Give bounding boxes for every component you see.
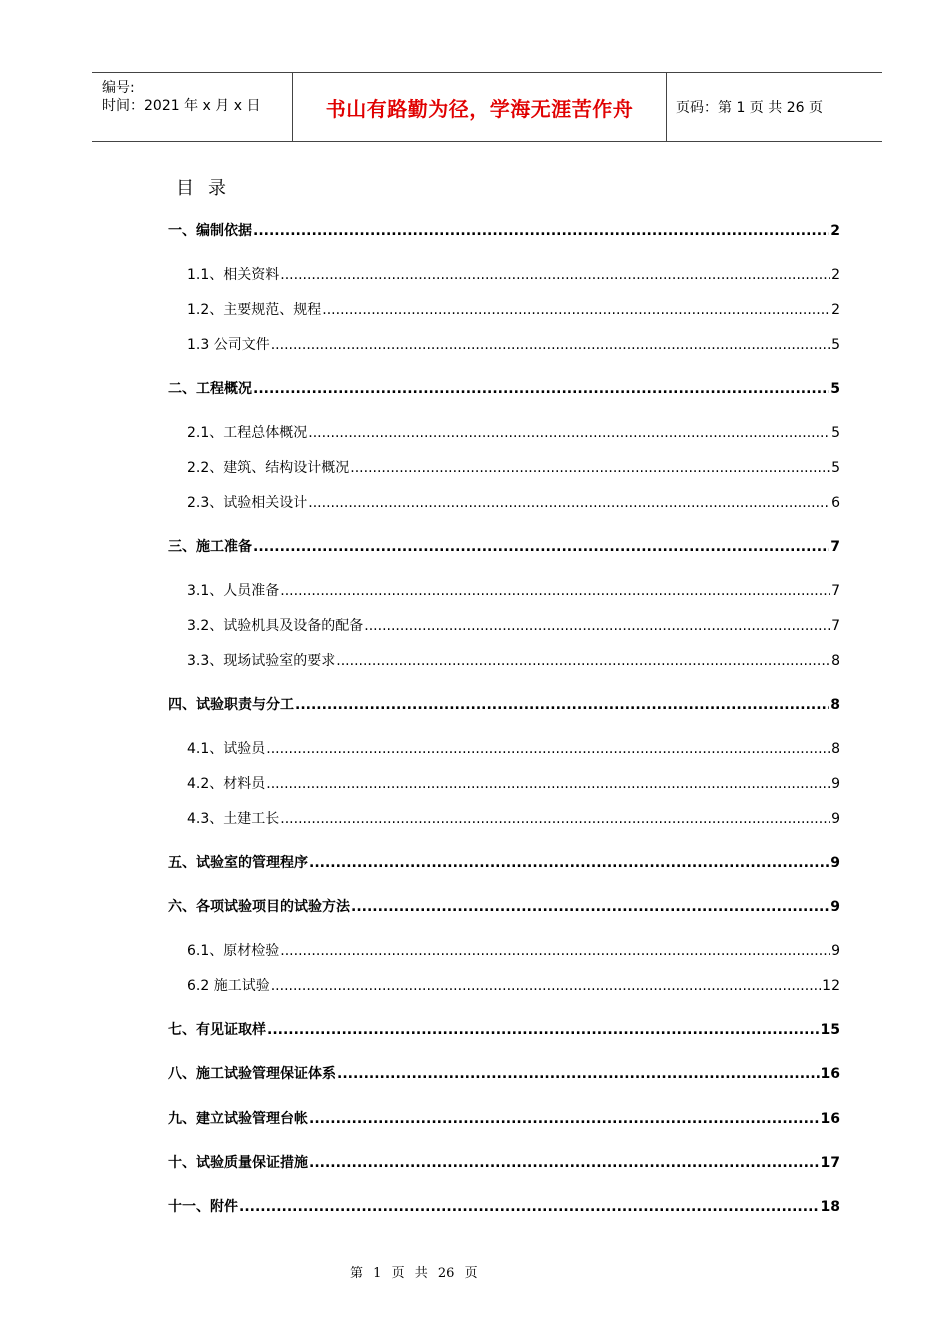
toc-leader-dots <box>309 1108 820 1130</box>
toc-entry-label: 2.1、工程总体概况 <box>187 425 308 441</box>
toc-section-entry[interactable] <box>168 694 840 716</box>
toc-entry-page: 7 <box>831 583 840 599</box>
toc-entry-page: 18 <box>820 1199 840 1215</box>
toc-subsection-entry[interactable] <box>187 773 840 795</box>
footer-text: 页 <box>391 1266 405 1281</box>
toc-entry-label: 七、有见证取样 <box>168 1022 266 1038</box>
document-time-label: 时间：2021 年 x 月 x 日 <box>102 98 261 114</box>
toc-entry-page: 15 <box>820 1022 840 1038</box>
toc-section-entry[interactable] <box>168 378 840 400</box>
toc-subsection-entry[interactable] <box>187 940 840 962</box>
toc-entry-page: 8 <box>831 741 840 757</box>
toc-entry-page: 17 <box>820 1155 840 1171</box>
toc-leader-dots <box>308 422 830 444</box>
toc-leader-dots <box>266 738 830 760</box>
document-code-label: 编号: <box>102 80 135 96</box>
toc-entry-label: 3.2、试验机具及设备的配备 <box>187 618 364 634</box>
toc-entry-label: 十、试验质量保证措施 <box>168 1155 308 1171</box>
toc-entry-page: 7 <box>830 539 840 555</box>
toc-entry-label: 3.1、人员准备 <box>187 583 280 599</box>
toc-leader-dots <box>280 580 830 602</box>
toc-entry-label: 1.2、主要规范、规程 <box>187 302 322 318</box>
toc-entry-label: 6.1、原材检验 <box>187 943 280 959</box>
toc-entry-label: 三、施工准备 <box>168 539 252 555</box>
toc-leader-dots <box>280 264 830 286</box>
toc-entry-label: 九、建立试验管理台帐 <box>168 1111 308 1127</box>
toc-entry-page: 7 <box>831 618 840 634</box>
header-page-info: 页码：第 1 页 共 26 页 <box>676 100 823 116</box>
toc-entry-label: 2.2、建筑、结构设计概况 <box>187 460 350 476</box>
toc-leader-dots <box>266 773 830 795</box>
toc-entry-label: 十一、附件 <box>168 1199 238 1215</box>
toc-entry-page: 12 <box>822 978 840 994</box>
toc-entry-page: 9 <box>831 776 840 792</box>
toc-section-entry[interactable] <box>168 1108 840 1130</box>
toc-entry-label: 1.3 公司文件 <box>187 337 270 353</box>
toc-subsection-entry[interactable] <box>187 334 840 356</box>
toc-leader-dots <box>350 457 830 479</box>
toc-entry-page: 2 <box>831 267 840 283</box>
toc-leader-dots <box>337 1063 820 1085</box>
toc-subsection-entry[interactable] <box>187 422 840 444</box>
toc-leader-dots <box>267 1019 820 1041</box>
toc-section-entry[interactable] <box>168 536 840 558</box>
toc-entry-label: 二、工程概况 <box>168 381 252 397</box>
toc-entry-label: 四、试验职责与分工 <box>168 697 294 713</box>
toc-subsection-entry[interactable] <box>187 738 840 760</box>
toc-leader-dots <box>309 1152 820 1174</box>
toc-subsection-entry[interactable] <box>187 580 840 602</box>
toc-section-entry[interactable] <box>168 220 840 242</box>
toc-subsection-entry[interactable] <box>187 808 840 830</box>
toc-entry-label: 4.3、土建工长 <box>187 811 280 827</box>
toc-subsection-entry[interactable] <box>187 615 840 637</box>
toc-section-entry[interactable] <box>168 896 840 918</box>
toc-entry-label: 五、试验室的管理程序 <box>168 855 308 871</box>
toc-entry-page: 9 <box>831 811 840 827</box>
toc-leader-dots <box>322 299 830 321</box>
toc-section-entry[interactable] <box>168 1196 840 1218</box>
toc-entry-label: 6.2 施工试验 <box>187 978 270 994</box>
toc-entry-page: 16 <box>820 1066 840 1082</box>
toc-leader-dots <box>253 220 829 242</box>
toc-section-entry[interactable] <box>168 1063 840 1085</box>
toc-leader-dots <box>253 378 829 400</box>
toc-entry-page: 5 <box>831 425 840 441</box>
toc-leader-dots <box>364 615 830 637</box>
toc-leader-dots <box>308 492 830 514</box>
motto-text: 书山有路勤为径，学海无涯苦作舟 <box>325 96 634 121</box>
footer-text: 页 <box>464 1266 478 1281</box>
toc-leader-dots <box>271 334 830 356</box>
toc-section-entry[interactable] <box>168 1019 840 1041</box>
toc-entry-page: 8 <box>830 697 840 713</box>
toc-entry-label: 2.3、试验相关设计 <box>187 495 308 511</box>
toc-entry-page: 8 <box>831 653 840 669</box>
footer-text: 第 <box>350 1266 364 1281</box>
toc-subsection-entry[interactable] <box>187 299 840 321</box>
toc-entry-page: 5 <box>831 337 840 353</box>
toc-entry-label: 一、编制依据 <box>168 223 252 239</box>
toc-subsection-entry[interactable] <box>187 457 840 479</box>
toc-leader-dots <box>239 1196 820 1218</box>
toc-entry-label: 4.2、材料员 <box>187 776 266 792</box>
header-left-cell <box>92 73 292 141</box>
header-motto-cell <box>292 73 667 141</box>
toc-leader-dots <box>280 808 830 830</box>
toc-entry-label: 八、施工试验管理保证体系 <box>168 1066 336 1082</box>
footer-page-number: 1 <box>373 1266 382 1281</box>
header-page-cell <box>666 73 882 141</box>
toc-subsection-entry[interactable] <box>187 650 840 672</box>
toc-entry-page: 9 <box>830 899 840 915</box>
toc-entry-label: 六、各项试验项目的试验方法 <box>168 899 350 915</box>
toc-entry-page: 5 <box>830 381 840 397</box>
toc-leader-dots <box>295 694 829 716</box>
footer-total-pages: 26 <box>437 1266 455 1281</box>
footer-text: 共 <box>414 1266 428 1281</box>
toc-entry-label: 4.1、试验员 <box>187 741 266 757</box>
toc-entry-page: 6 <box>831 495 840 511</box>
page-footer <box>0 1262 950 1281</box>
toc-entry-page: 9 <box>831 943 840 959</box>
toc-title: 目录 <box>176 178 240 199</box>
toc-subsection-entry[interactable] <box>187 975 840 997</box>
toc-leader-dots <box>280 940 830 962</box>
toc-entry-label: 3.3、现场试验室的要求 <box>187 653 336 669</box>
toc-entry-page: 2 <box>830 223 840 239</box>
toc-subsection-entry[interactable] <box>187 492 840 514</box>
toc-section-entry[interactable] <box>168 852 840 874</box>
toc-leader-dots <box>253 536 829 558</box>
toc-leader-dots <box>271 975 821 997</box>
toc-entry-page: 16 <box>820 1111 840 1127</box>
toc-section-entry[interactable] <box>168 1152 840 1174</box>
toc-entry-page: 5 <box>831 460 840 476</box>
toc-leader-dots <box>351 896 829 918</box>
toc-entry-page: 2 <box>831 302 840 318</box>
page-header <box>92 72 882 142</box>
toc-entry-page: 9 <box>830 855 840 871</box>
toc-subsection-entry[interactable] <box>187 264 840 286</box>
toc-leader-dots <box>309 852 829 874</box>
toc-entry-label: 1.1、相关资料 <box>187 267 280 283</box>
toc-leader-dots <box>336 650 830 672</box>
